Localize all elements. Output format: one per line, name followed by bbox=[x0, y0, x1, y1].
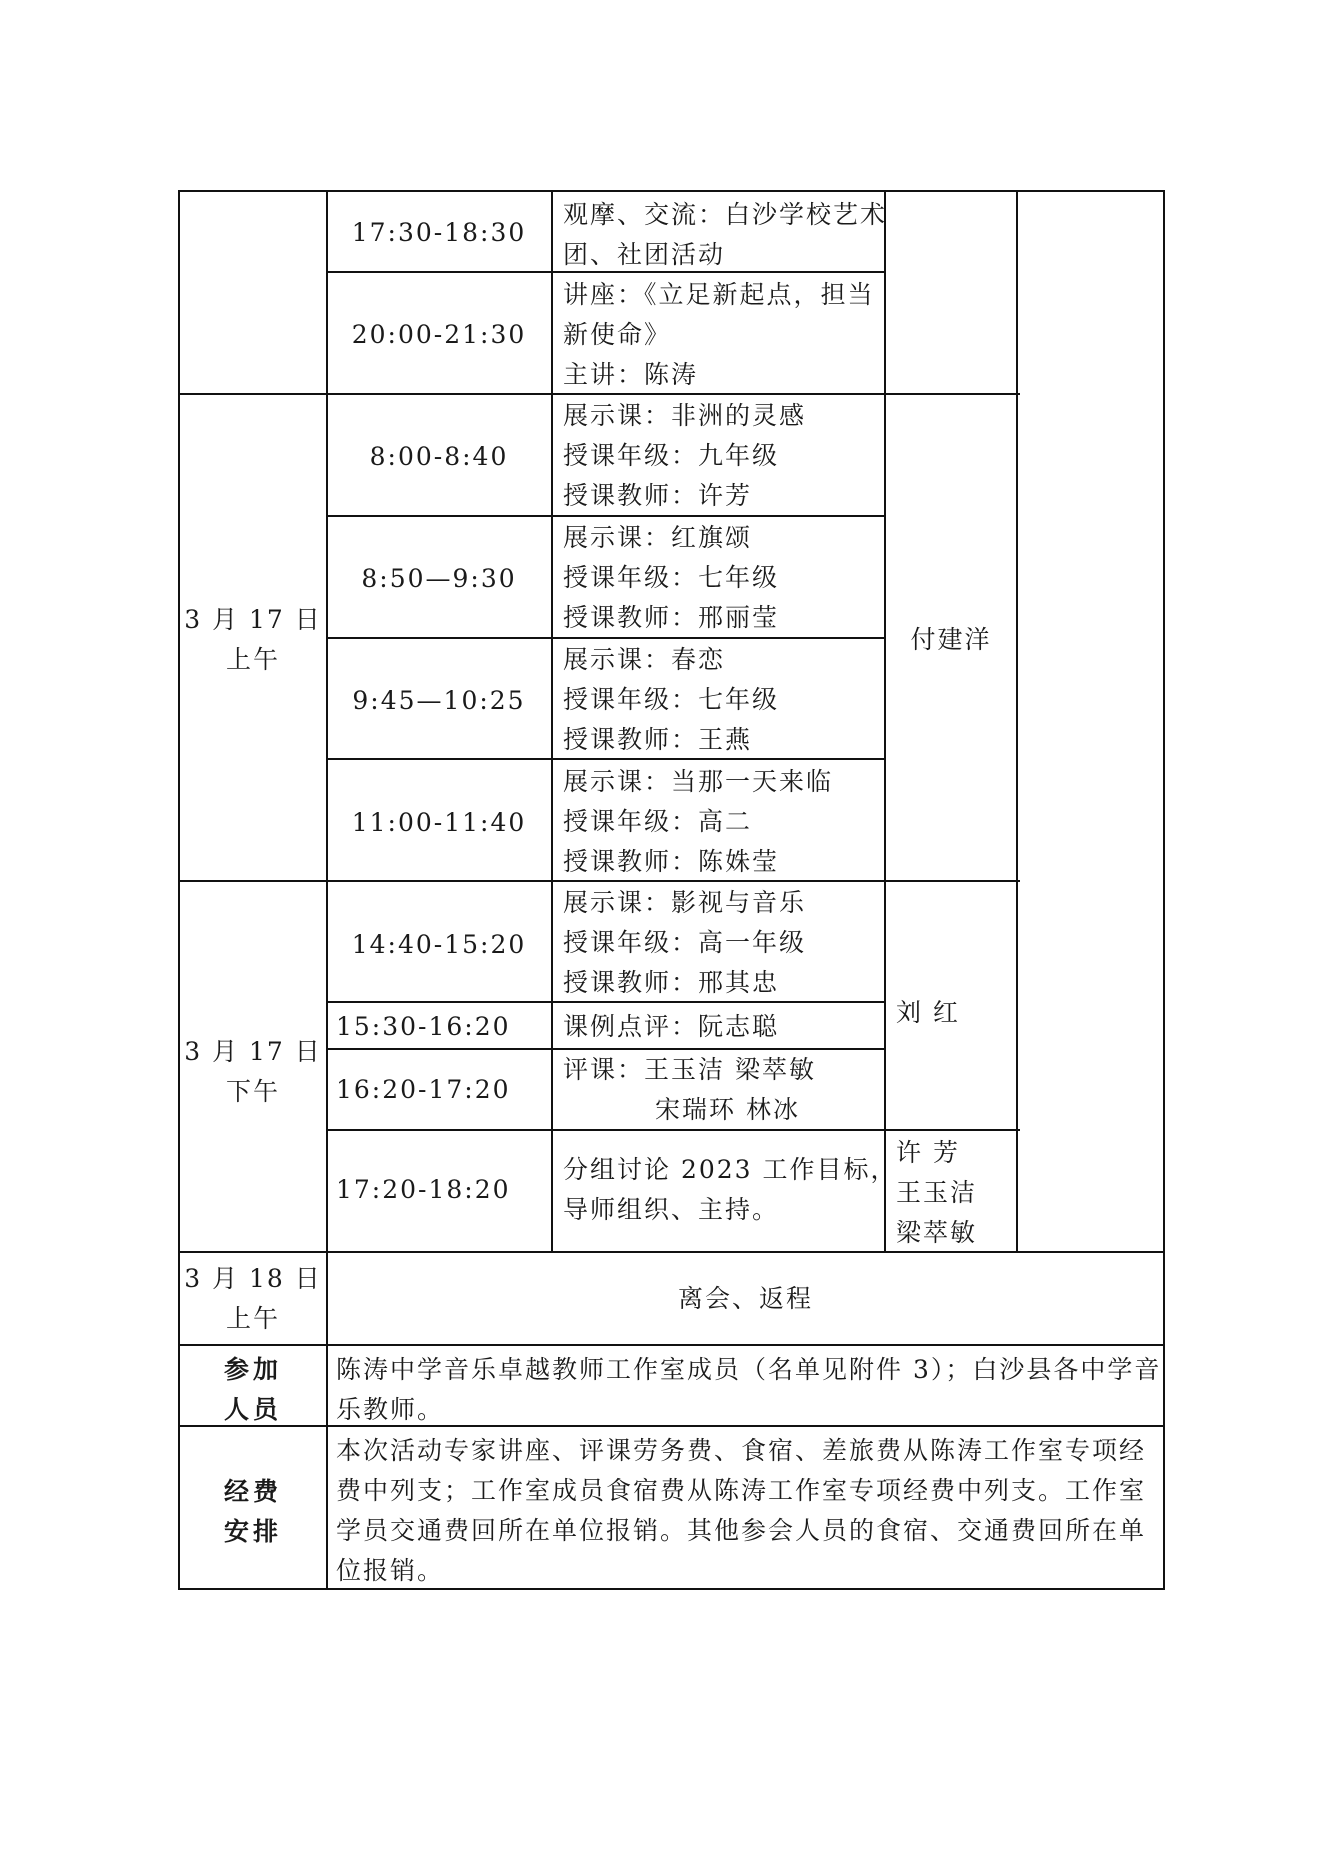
date-label: 下午 bbox=[225, 1077, 280, 1106]
departure-note: 离会、返程 bbox=[677, 1284, 813, 1313]
session-time: 8:00-8:40 bbox=[369, 442, 509, 471]
session-content-line: 授课教师：陈姝莹 bbox=[563, 847, 780, 876]
host-name: 梁萃敏 bbox=[896, 1218, 978, 1247]
column-divider bbox=[1016, 190, 1018, 1253]
session-content-line: 展示课：当那一天来临 bbox=[563, 767, 834, 796]
session-time: 11:00-11:40 bbox=[351, 808, 527, 837]
session-content-line: 课例点评：阮志聪 bbox=[563, 1012, 780, 1041]
session-content-line: 展示课：春恋 bbox=[563, 645, 726, 674]
funding-label: 安排 bbox=[223, 1517, 282, 1546]
host-name: 许 芳 bbox=[896, 1138, 960, 1167]
funding-text-line: 学员交通费回所在单位报销。其他参会人员的食宿、交通费回所在单 bbox=[336, 1516, 1147, 1545]
session-content-line: 授课年级：七年级 bbox=[563, 563, 780, 592]
funding-text-line: 位报销。 bbox=[336, 1556, 445, 1585]
session-time: 16:20-17:20 bbox=[336, 1075, 511, 1104]
session-content-line: 讲座：《立足新起点，担当 bbox=[563, 280, 875, 309]
session-content-line: 新使命》 bbox=[563, 320, 672, 349]
session-content-line: 观摩、交流：白沙学校艺术 bbox=[563, 200, 888, 229]
session-time: 17:20-18:20 bbox=[336, 1175, 511, 1204]
session-time: 9:45—10:25 bbox=[352, 686, 526, 715]
session-content-line: 宋瑞环 林冰 bbox=[655, 1095, 800, 1124]
session-time: 20:00-21:30 bbox=[351, 320, 527, 349]
session-content-line: 展示课：红旗颂 bbox=[563, 523, 753, 552]
participants-text-line: 乐教师。 bbox=[336, 1395, 445, 1424]
date-label: 上午 bbox=[225, 645, 280, 674]
session-content-line: 授课教师：许芳 bbox=[563, 481, 753, 510]
host-name: 付建洋 bbox=[910, 625, 992, 654]
session-content-line: 主讲：陈涛 bbox=[563, 360, 699, 389]
session-content-line: 授课年级：高一年级 bbox=[563, 928, 807, 957]
session-content-line: 授课教师：邢其忠 bbox=[563, 968, 780, 997]
participants-label: 人员 bbox=[223, 1395, 282, 1424]
session-content-line: 授课教师：邢丽莹 bbox=[563, 603, 780, 632]
participants-label: 参加 bbox=[223, 1355, 282, 1384]
column-divider bbox=[884, 190, 886, 1253]
session-time: 15:30-16:20 bbox=[336, 1012, 511, 1041]
host-name: 王玉洁 bbox=[896, 1178, 978, 1207]
session-content-line: 展示课：影视与音乐 bbox=[563, 888, 807, 917]
funding-text-line: 本次活动专家讲座、评课劳务费、食宿、差旅费从陈涛工作室专项经 bbox=[336, 1436, 1147, 1465]
column-divider bbox=[326, 190, 328, 1590]
date-label: 上午 bbox=[225, 1304, 280, 1333]
date-label: 3 月 18 日 bbox=[184, 1264, 322, 1293]
session-time: 8:50—9:30 bbox=[361, 564, 517, 593]
session-time: 17:30-18:30 bbox=[351, 218, 527, 247]
column-divider bbox=[551, 190, 553, 1253]
session-content-line: 授课年级：高二 bbox=[563, 807, 753, 836]
date-label: 3 月 17 日 bbox=[184, 605, 322, 634]
funding-label: 经费 bbox=[223, 1477, 282, 1506]
session-content-line: 授课年级：九年级 bbox=[563, 441, 780, 470]
session-content-line: 分组讨论 2023 工作目标， bbox=[563, 1155, 898, 1184]
session-content-line: 导师组织、主持。 bbox=[563, 1195, 780, 1224]
table-border-right bbox=[1163, 190, 1165, 1590]
session-content-line: 评课：王玉洁 梁萃敏 bbox=[563, 1055, 816, 1084]
session-content-line: 展示课：非洲的灵感 bbox=[563, 401, 807, 430]
host-name: 刘 红 bbox=[896, 998, 960, 1027]
date-label: 3 月 17 日 bbox=[184, 1037, 322, 1066]
session-content-line: 授课教师：王燕 bbox=[563, 725, 753, 754]
session-content-line: 授课年级：七年级 bbox=[563, 685, 780, 714]
session-time: 14:40-15:20 bbox=[351, 930, 527, 959]
session-content-line: 团、社团活动 bbox=[563, 240, 726, 269]
participants-text-line: 陈涛中学音乐卓越教师工作室成员（名单见附件 3）；白沙县各中学音 bbox=[336, 1355, 1162, 1384]
funding-text-line: 费中列支；工作室成员食宿费从陈涛工作室专项经费中列支。工作室 bbox=[336, 1476, 1147, 1505]
